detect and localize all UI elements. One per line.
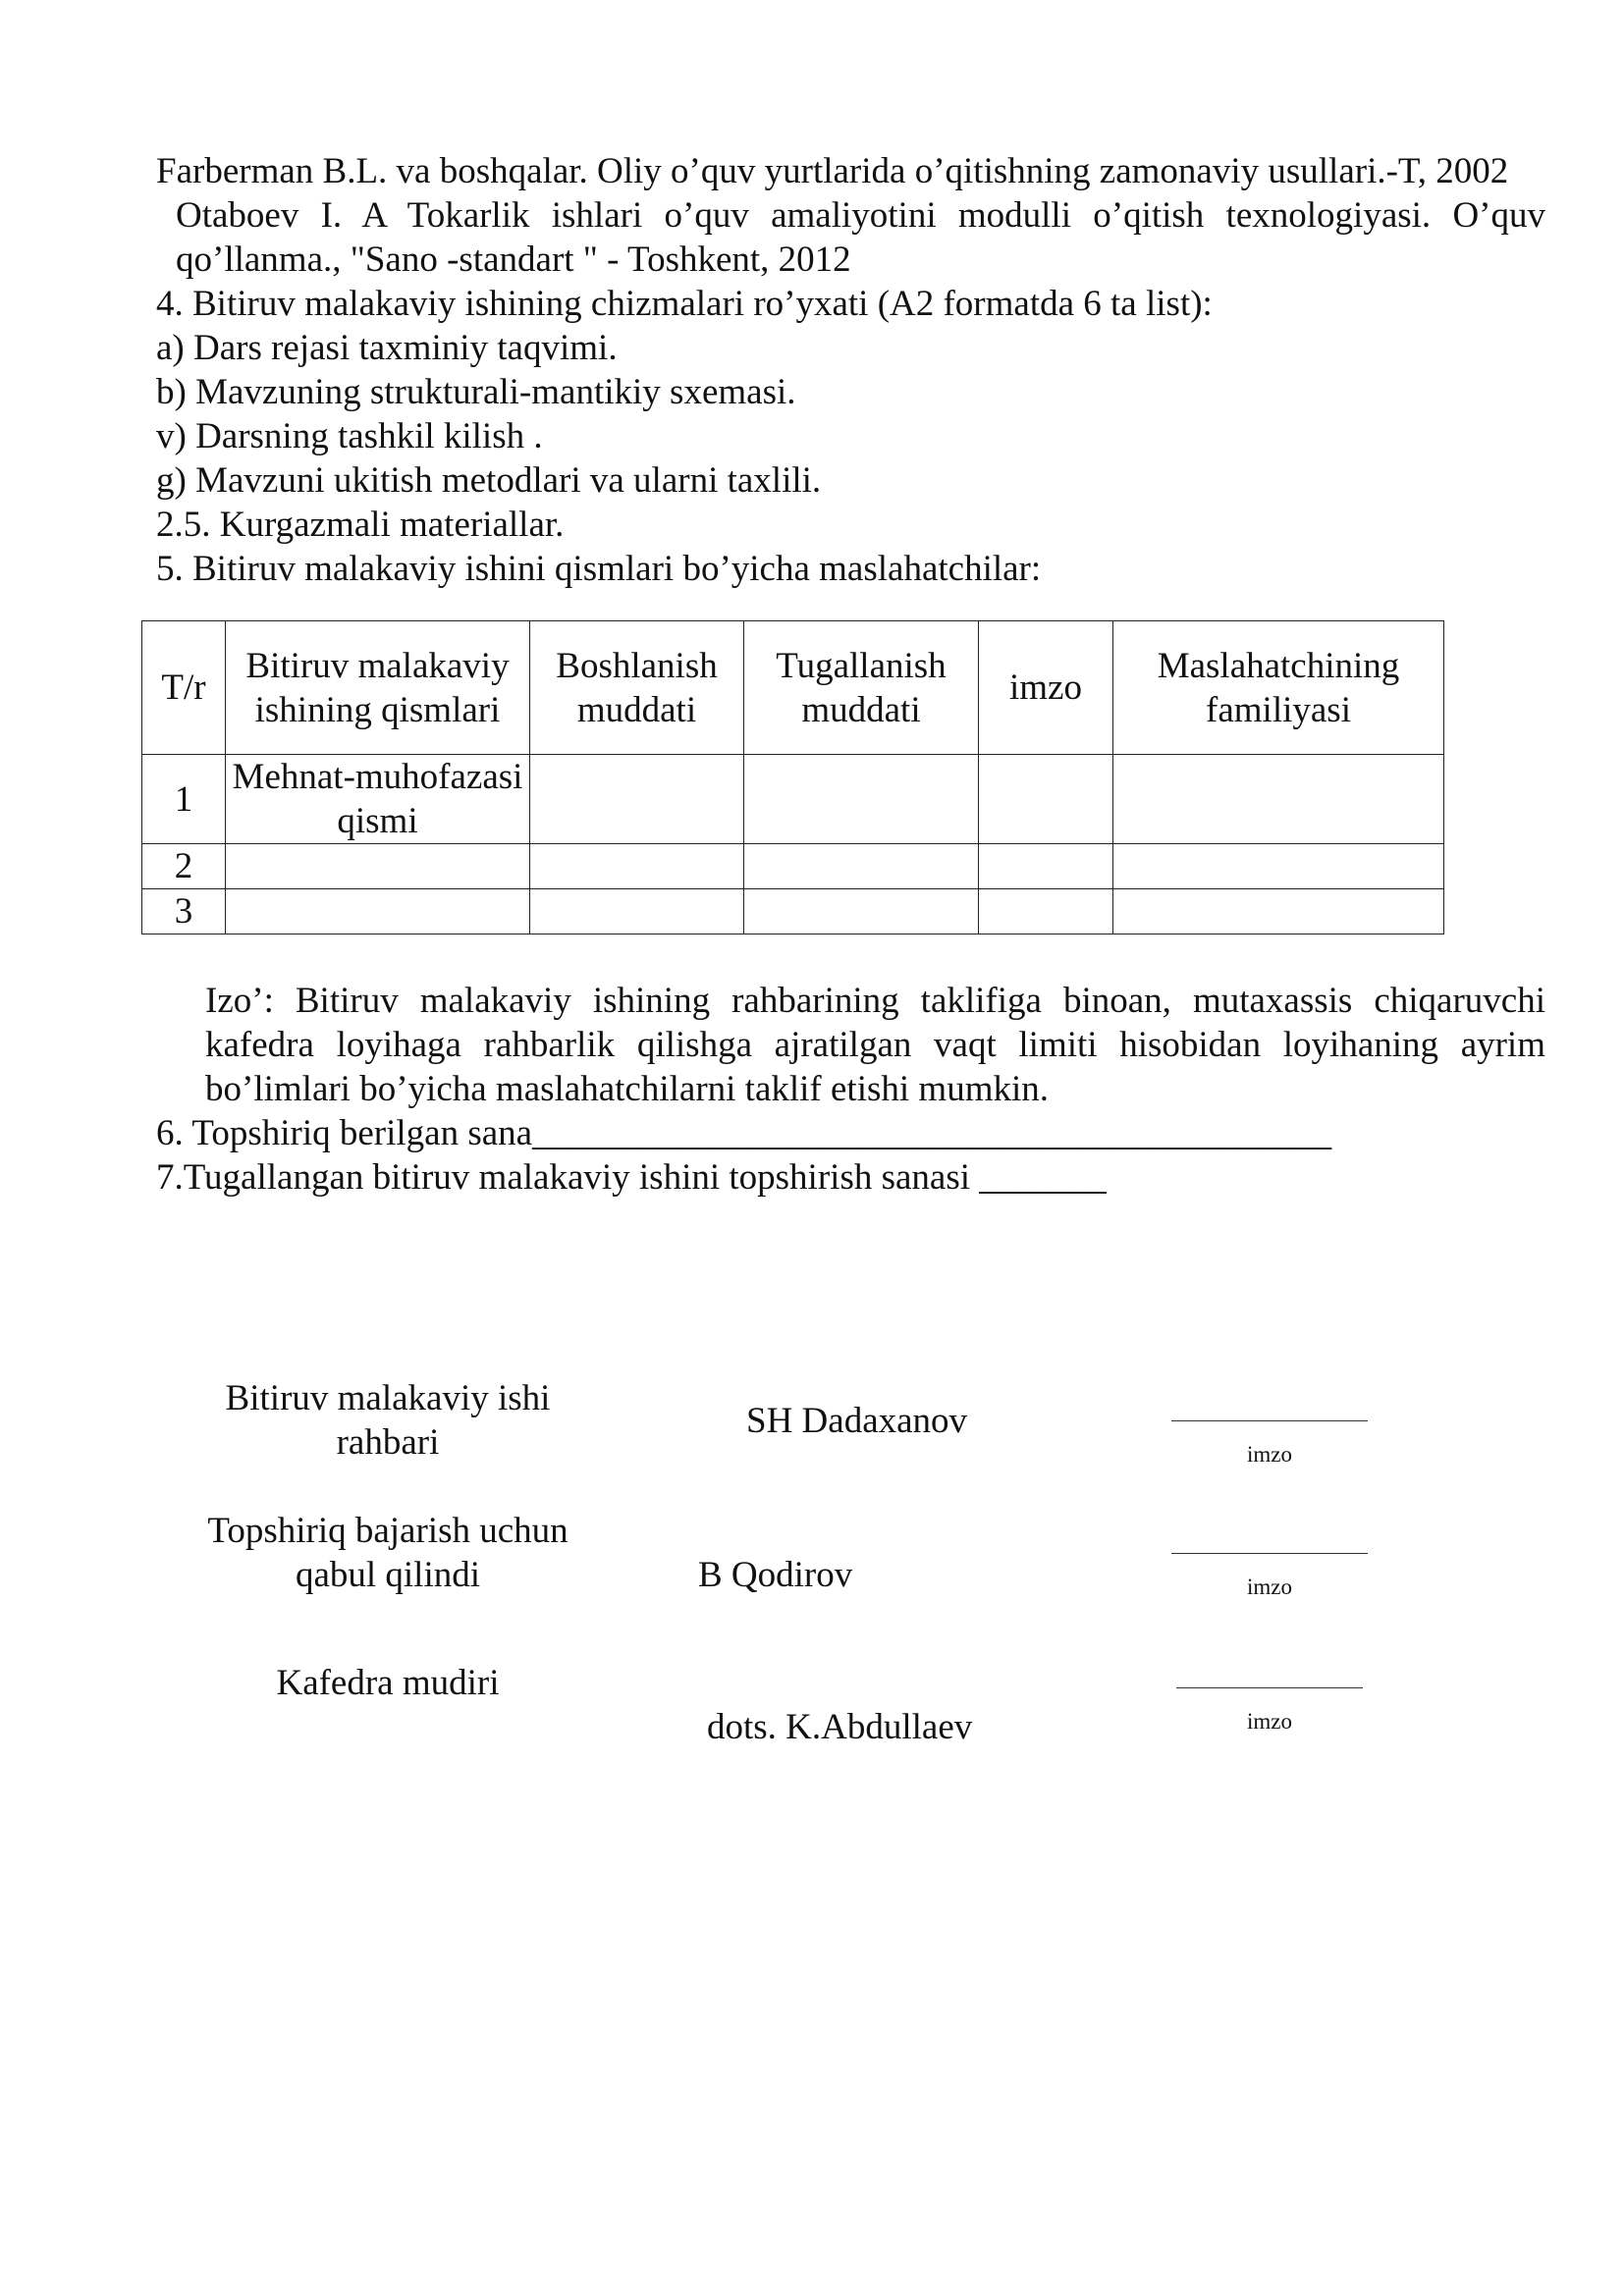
signature-name: B Qodirov bbox=[698, 1555, 853, 1595]
signature-line bbox=[1176, 1687, 1363, 1688]
table-header-row bbox=[142, 621, 1444, 755]
reference-2: Otaboev I. A Tokarlik ishlari o’quv amaliyotini modulli o’qitish texnologiyasi. O’quv qo’llanma., "Sano -standart " - Toshkent, 2012 bbox=[176, 195, 1545, 280]
col-header-parts: Bitiruv malakaviy ishining qismlari bbox=[226, 621, 530, 755]
table-cell bbox=[1113, 844, 1444, 889]
section4-item: v) Darsning tashkil kilish . bbox=[156, 416, 543, 456]
table-cell: Mehnat-muhofazasi qismi bbox=[226, 755, 530, 844]
signature-caption: imzo bbox=[1247, 1709, 1292, 1734]
signature-role: Topshiriq bajarish uchun qabul qilindi bbox=[207, 1511, 568, 1595]
section4-item: g) Mavzuni ukitish metodlari va ularni taxlili. bbox=[156, 460, 822, 501]
section4-item: 2.5. Kurgazmali materiallar. bbox=[156, 505, 565, 545]
section5-heading: 5. Bitiruv malakaviy ishini qismlari bo’yicha maslahatchilar: bbox=[156, 549, 1042, 589]
table-cell bbox=[530, 755, 744, 844]
table-cell bbox=[979, 755, 1113, 844]
table-cell bbox=[1113, 755, 1444, 844]
table-cell bbox=[1113, 889, 1444, 934]
col-header-end: Tugallanish muddati bbox=[744, 621, 979, 755]
col-header-advisor-surname: Maslahatchining familiyasi bbox=[1113, 621, 1444, 755]
col-header-start: Boshlanish muddati bbox=[530, 621, 744, 755]
signature-block bbox=[0, 1224, 1624, 1617]
note-paragraph: Izo’: Bitiruv malakaviy ishining rahbarining taklifiga binoan, mutaxassis chiqaruvchi kafedra loyihaga rahbarlik qilishga ajratilgan vaqt limiti hisobidan loyihaning ayrim bo’limlari bo’yicha maslahatchilarni taklif etishi mumkin. bbox=[205, 981, 1545, 1109]
signature-line bbox=[1171, 1553, 1368, 1554]
table-cell bbox=[744, 889, 979, 934]
col-header-number: T/r bbox=[142, 621, 226, 755]
signature-caption: imzo bbox=[1247, 1575, 1292, 1599]
col-header-signature: imzo bbox=[979, 621, 1113, 755]
section4-item: a) Dars rejasi taxminiy taqvimi. bbox=[156, 328, 618, 368]
table-cell bbox=[226, 889, 530, 934]
table-row bbox=[142, 755, 1444, 844]
signature-line bbox=[1171, 1420, 1368, 1421]
table-cell bbox=[744, 755, 979, 844]
signature-caption: imzo bbox=[1247, 1442, 1292, 1467]
document-page bbox=[156, 149, 1545, 1200]
table-cell bbox=[530, 889, 744, 934]
assignment-date-line: 6. Topshiriq berilgan sana____________________________________________ bbox=[156, 1113, 1332, 1153]
table-cell: 2 bbox=[142, 844, 226, 889]
reference-1: Farberman B.L. va boshqalar. Oliy o’quv yurtlarida o’qitishning zamonaviy usullari.-T, 2002 bbox=[156, 151, 1509, 191]
signature-role: Kafedra mudiri bbox=[276, 1663, 500, 1703]
table-cell: 3 bbox=[142, 889, 226, 934]
signature-block-lower bbox=[0, 1617, 1624, 1764]
table-cell: 1 bbox=[142, 755, 226, 844]
table-cell bbox=[744, 844, 979, 889]
table-cell bbox=[530, 844, 744, 889]
submission-date-line: 7.Tugallangan bitiruv malakaviy ishini topshirish sanasi _______ bbox=[156, 1157, 1107, 1198]
signature-name: dots. K.Abdullaev bbox=[707, 1707, 973, 1747]
table-row bbox=[142, 889, 1444, 934]
section4-heading: 4. Bitiruv malakaviy ishining chizmalari ro’yxati (A2 formatda 6 ta list): bbox=[156, 284, 1213, 324]
signature-name: SH Dadaxanov bbox=[746, 1401, 968, 1441]
table-cell bbox=[226, 844, 530, 889]
section4-item: b) Mavzuning strukturali-mantikiy sxemasi. bbox=[156, 372, 796, 412]
table-row bbox=[142, 844, 1444, 889]
table-cell bbox=[979, 889, 1113, 934]
table-cell bbox=[979, 844, 1113, 889]
advisors-table bbox=[141, 620, 1444, 934]
signature-role: Bitiruv malakaviy ishi rahbari bbox=[225, 1378, 551, 1463]
